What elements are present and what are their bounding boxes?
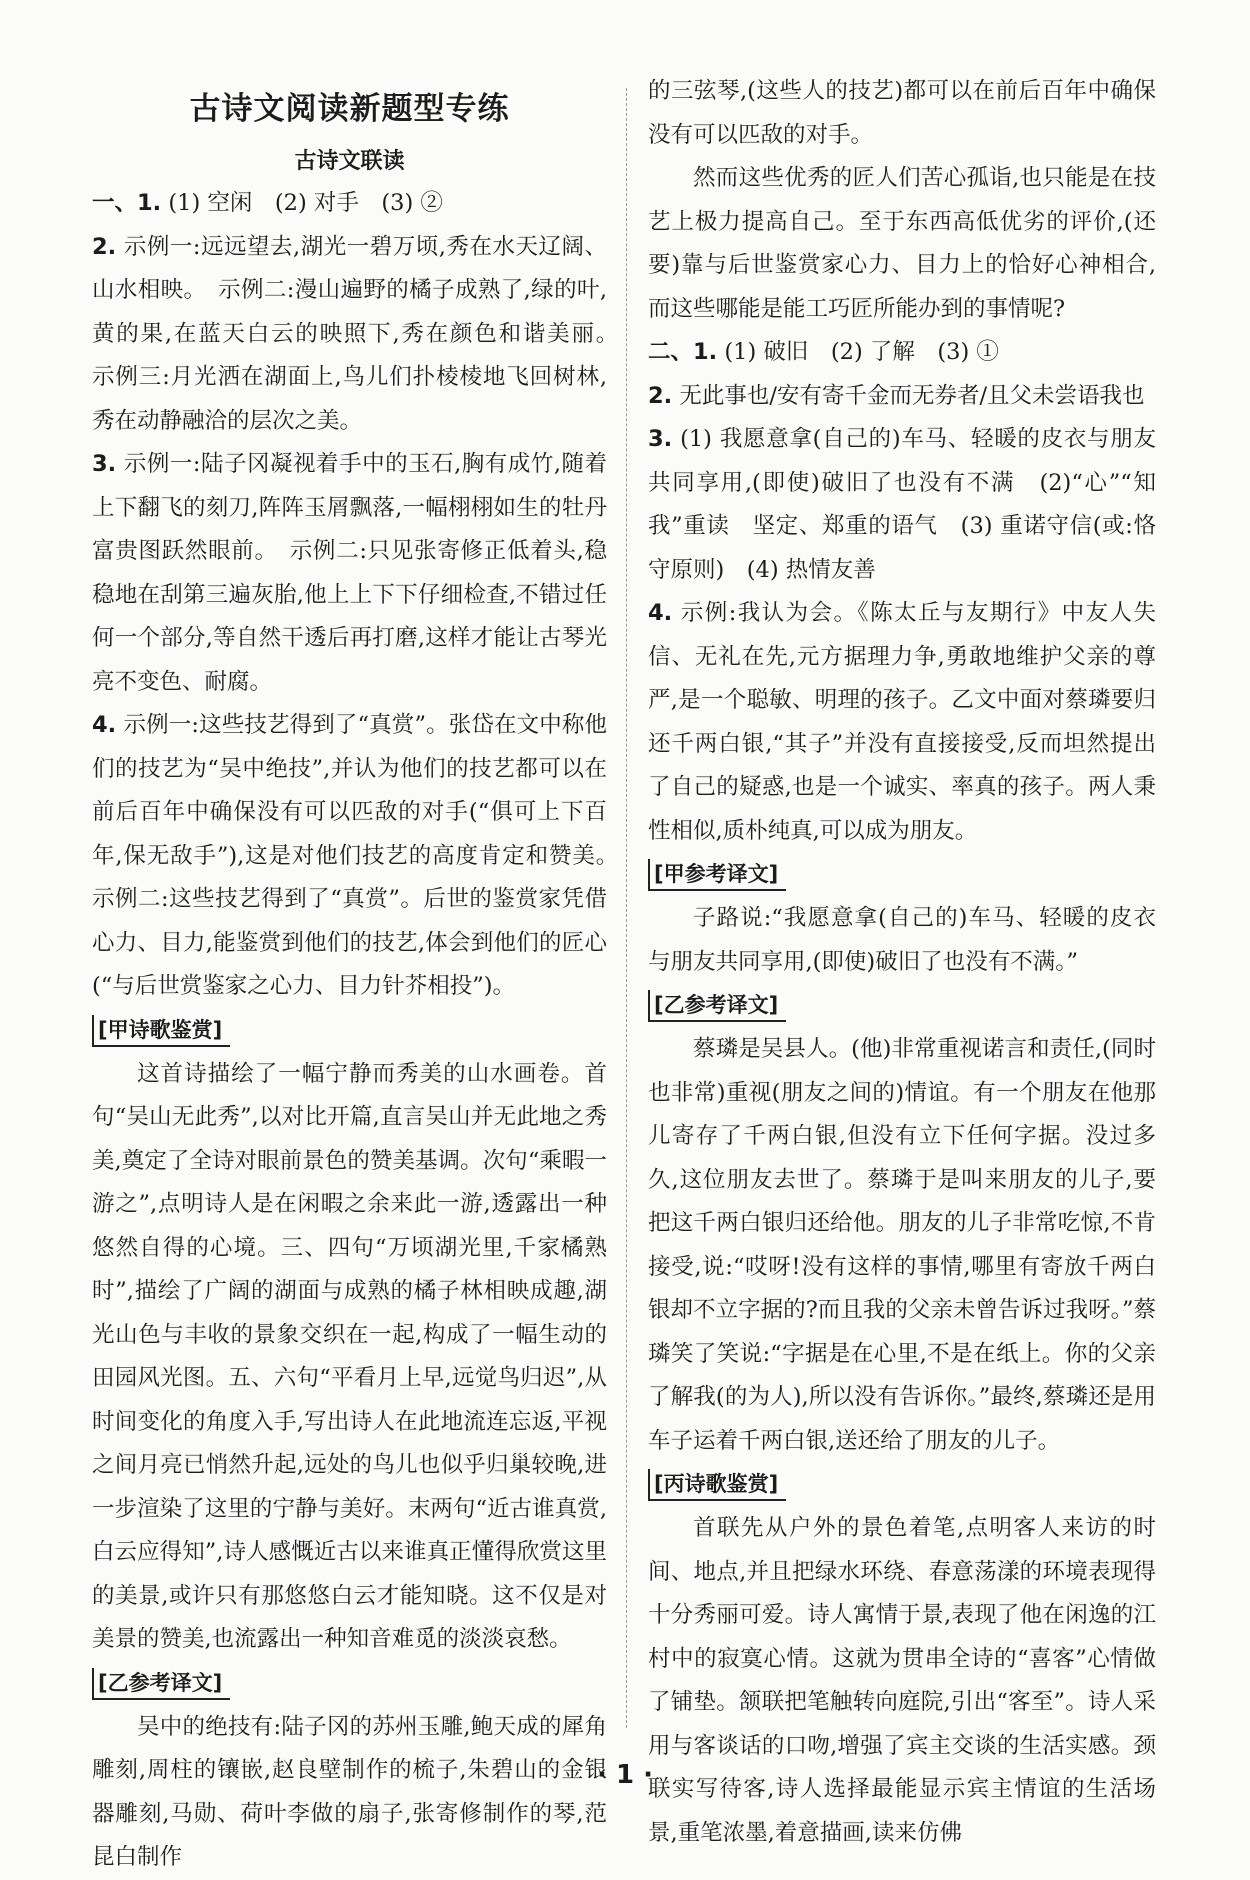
- answer-text: 示例一:这些技艺得到了“真赏”。张岱在文中称他们的技艺为“吴中绝技”,并认为他们的技艺都可以在前后百年中确保没有可以匹敌的对手(“俱可上下百年,保无敌手”),这是对他们技艺的高度肯定和赞美。 示例二:这些技艺得到了“真赏”。后世的鉴赏家凭借心力、目力,能鉴赏到他们的技艺,体会到他们的匠心(“与后世赏鉴家之心力、目力针芥相投”)。: [92, 712, 630, 999]
- question-number: 3.: [92, 451, 117, 477]
- section-tag: [丙诗歌鉴赏]: [648, 1469, 786, 1501]
- translation-jia: 子路说:“我愿意拿(自己的)车马、轻暖的皮衣与朋友共同享用,(即使)破旧了也没有不满。”: [648, 905, 1156, 975]
- question-number: 2.: [92, 233, 117, 260]
- answer-1-3: [92, 443, 607, 704]
- translation-continued: 的三弦琴,(这些人的技艺)都可以在前后百年中确保没有可以匹敌的对手。: [648, 78, 1156, 148]
- question-number: 2.: [648, 382, 673, 409]
- translation-yi-start: 吴中的绝技有:陆子冈的苏州玉雕,鲍天成的犀角雕刻,周柱的镶嵌,赵良壁制作的梳子,朱碧山的金银器雕刻,马勋、荷叶李做的扇子,张寄修制作的琴,范昆白制作: [92, 1713, 607, 1870]
- answer-2-2: [648, 375, 1156, 419]
- translation-continued-2: 然而这些优秀的匠人们苦心孤诣,也只能是在技艺上极力提高自己。至于东西高低优劣的评价,(还要)靠与后世鉴赏家心力、目力上的恰好心神相合,而这些哪能是能工巧匠所能办到的事情呢?: [648, 165, 1156, 322]
- section-subtitle: 古诗文联读: [294, 149, 405, 174]
- column-divider: [626, 88, 627, 1728]
- answer-2-4: [648, 592, 1156, 853]
- question-number: 3.: [648, 426, 673, 452]
- left-column: [92, 70, 630, 1880]
- answer-text: 示例一:远远望去,湖光一碧万顷,秀在水天辽阔、山水相映。 示例二:漫山遍野的橘子成熟了,绿的叶,黄的果,在蓝天白云的映照下,秀在颜色和谐美丽。 示例三:月光洒在湖面上,鸟儿们扑棱棱地飞回树林,秀在动静融洽的层次之美。: [92, 233, 630, 434]
- right-column: [648, 70, 1156, 1855]
- answer-text: 无此事也/安有寄千金而无券者/且父未尝语我也: [679, 382, 1145, 409]
- page-number: · 1 ·: [597, 1760, 653, 1790]
- answer-text: 示例:我认为会。《陈太丘与友期行》中友人失信、无礼在先,元方据理力争,勇敢地维护父亲的尊严,是一个聪敏、明理的孩子。乙文中面对蔡璘要归还千两白银,“其子”并没有直接接受,反而坦然提出了自己的疑惑,也是一个诚实、率真的孩子。两人秉性相似,质朴纯真,可以成为朋友。: [648, 600, 1156, 844]
- answer-text: 示例一:陆子冈凝视着手中的玉石,胸有成竹,随着上下翻飞的刻刀,阵阵玉屑飘落,一幅栩栩如生的牡丹富贵图跃然眼前。 示例二:只见张寄修正低着头,稳稳地在刮第三遍灰胎,他上上下下仔细检查,不错过任何一个部分,等自然干透后再打磨,这样才能让古琴光亮不变色、耐腐。: [92, 451, 607, 695]
- question-number: 4.: [648, 600, 673, 626]
- answer-1-2: [92, 226, 630, 444]
- answer-2-3: [648, 418, 1156, 592]
- translation-yi: 蔡璘是吴县人。(他)非常重视诺言和责任,(同时也非常)重视(朋友之间的)情谊。有一个朋友在他那儿寄存了千两白银,但没有立下任何字据。没过多久,这位朋友去世了。蔡璘于是叫来朋友的儿子,要把这千两白银归还给他。朋友的儿子非常吃惊,不肯接受,说:“哎呀!没有这样的事情,哪里有寄放千两白银却不立字据的?而且我的父亲未曾告诉过我呀。”蔡璘笑了笑说:“字据是在心里,不是在纸上。你的父亲了解我(的为人),所以没有告诉你。”最终,蔡璘还是用车子运着千两白银,送还给了朋友的儿子。: [648, 1036, 1156, 1454]
- answer-text: (1) 空闲 (2) 对手 (3) ②: [168, 190, 443, 216]
- question-number: 一、1.: [92, 190, 162, 216]
- answer-text: (1) 破旧 (2) 了解 (3) ①: [724, 339, 999, 365]
- section-tag: [甲诗歌鉴赏]: [92, 1015, 230, 1047]
- question-number: 二、1.: [648, 339, 718, 365]
- answer-1-1: [92, 182, 607, 226]
- answer-2-1: [648, 331, 1156, 375]
- poem-appreciation-bing: 首联先从户外的景色着笔,点明客人来访的时间、地点,并且把绿水环绕、春意荡漾的环境表现得十分秀丽可爱。诗人寓情于景,表现了他在闲逸的江村中的寂寞心情。这就为贯串全诗的“喜客”心情做了铺垫。颔联把笔触转向庭院,引出“客至”。诗人采用与客谈话的口吻,增强了宾主交谈的生活实感。颈联实写待客,诗人选择最能显示宾主情谊的生活场景,重笔浓墨,着意描画,读来仿佛: [648, 1515, 1156, 1846]
- answer-1-4: [92, 704, 630, 1009]
- section-tag: [甲参考译文]: [648, 859, 786, 891]
- page-title: 古诗文阅读新题型专练: [189, 91, 510, 127]
- question-number: 4.: [92, 712, 117, 738]
- section-tag: [乙参考译文]: [92, 1668, 230, 1700]
- section-tag: [乙参考译文]: [648, 990, 786, 1022]
- poem-appreciation-jia: 这首诗描绘了一幅宁静而秀美的山水画卷。首句“吴山无此秀”,以对比开篇,直言吴山并无此地之秀美,奠定了全诗对眼前景色的赞美基调。次句“乘暇一游之”,点明诗人是在闲暇之余来此一游,透露出一种悠然自得的心境。三、四句“万顷湖光里,千家橘熟时”,描绘了广阔的湖面与成熟的橘子林相映成趣,湖光山色与丰收的景象交织在一起,构成了一幅生动的田园风光图。五、六句“平看月上早,远觉鸟归迟”,从时间变化的角度入手,写出诗人在此地流连忘返,平视之间月亮已悄然升起,远处的鸟儿也似乎归巢较晚,进一步渲染了这里的宁静与美好。末两句“近古谁真赏,白云应得知”,诗人感慨近古以来谁真正懂得欣赏这里的美景,或许只有那悠悠白云才能知晓。这不仅是对美景的赞美,也流露出一种知音难觅的淡淡哀愁。: [92, 1060, 607, 1652]
- answer-text: (1) 我愿意拿(自己的)车马、轻暖的皮衣与朋友共同享用,(即使)破旧了也没有不满 (2)“心”“知我”重读 坚定、郑重的语气 (3) 重诺守信(或:恪守原则) (4) 热情友善: [648, 426, 1156, 583]
